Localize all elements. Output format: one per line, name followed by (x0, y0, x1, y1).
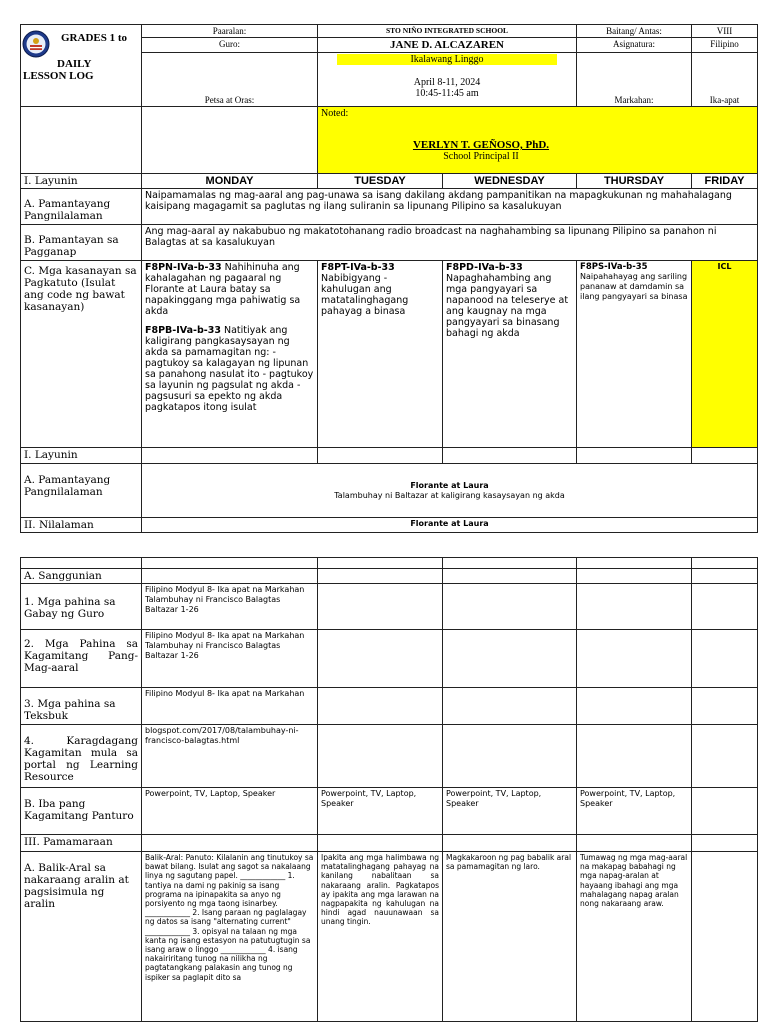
day-tuesday: TUESDAY (318, 174, 443, 189)
karagdagang-text: blogspot.com/2017/08/talambuhay-ni-francisco-balagtas.html (142, 725, 318, 788)
grades-title-cell (21, 25, 142, 107)
title-line2: DAILY (57, 58, 92, 70)
balik-label: A. Balik-Aral sa nakaraang aralin at pagsisimula ng aralin (21, 852, 142, 1022)
baitang-value: VIII (692, 25, 758, 38)
blank-cell (577, 558, 692, 569)
gabay-text: Filipino Modyul 8- Ika apat na Markahan Talambuhay ni Francisco Balagtas Baltazar 1-26 (142, 584, 318, 630)
blank-cell (577, 448, 692, 464)
blank-cell (443, 835, 577, 852)
date-text: April 8-11, 2024 (413, 77, 481, 88)
kagamitang-text: Filipino Modyul 8- Ika apat na Markahan Talambuhay ni Francisco Balagtas Baltazar 1-26 (142, 630, 318, 688)
blank-cell (692, 688, 758, 725)
blank-cell (142, 835, 318, 852)
blank-cell (692, 852, 758, 1022)
blank-cell (318, 448, 443, 464)
tue-code: F8PT-IVa-b-33 (321, 262, 395, 273)
monday-competency (142, 261, 318, 448)
wed-code: F8PD-IVa-b-33 (446, 262, 523, 273)
thu-code: F8PS-IVa-b-35 (580, 262, 648, 272)
blank-cell (577, 630, 692, 688)
day-monday: MONDAY (142, 174, 318, 189)
blank-cell (21, 558, 142, 569)
noted-label: Noted: (321, 108, 349, 119)
friday-competency: ICL (692, 261, 758, 448)
blank-cell (443, 584, 577, 630)
wed-text: Napaghahambing ang mga pangyayari sa napanood na teleserye at ang kaugnay na mga pangyayari sa binasang bahagi ng akda (446, 273, 569, 339)
teksbuk-label: 3. Mga pahina sa Teksbuk (21, 688, 142, 725)
blank-cell (142, 558, 318, 569)
pamantayang-label: A. Pamantayang Pangnilalaman (21, 189, 142, 225)
blank-cell (318, 558, 443, 569)
balik-thursday: Tumawag ng mga mag-aaral na makapag babahagi ng mga napag-aralan at hayaang ibahagi ang mga mahalagang napag aralan nong nakaraang araw. (577, 852, 692, 1022)
sanggunian-label: A. Sanggunian (21, 569, 142, 584)
blank-cell (692, 558, 758, 569)
pamamaraan-label: III. Pamamaraan (21, 835, 142, 852)
layunin-label-2: I. Layunin (21, 448, 142, 464)
mon-code2: F8PB-IVa-b-33 (145, 325, 221, 336)
asignatura-value: Filipino (692, 38, 758, 53)
teacher-name: JANE D. ALCAZAREN (318, 38, 577, 53)
topic-subtitle: Talambuhay ni Baltazar at kaligirang kasaysayan ng akda (334, 490, 565, 500)
pamantayang-label-2: A. Pamantayang Pangnilalaman (21, 464, 142, 518)
pamantayang-text: Naipamamalas ng mag-aaral ang pag-unawa sa isang dakilang akdang pampanitikan na mapagkukunan ng mahahalagang kaisipang magagamit sa paglutas ng ilang suliranin sa lipunang Pilipino sa kasalukuyan (142, 189, 758, 225)
asignatura-label: Asignatura: (577, 38, 692, 53)
blank-cell (318, 835, 443, 852)
title-line1: GRADES 1 to (61, 32, 128, 44)
paaralan-label: Paaralan: (142, 25, 318, 38)
blank-cell (21, 107, 142, 174)
mon-text2: Natitiyak ang kaligirang pangkasaysayan ng akda sa pamamagitan ng: - pagtukoy sa kalagayan ng lipunan sa panahong nasulat ito - pagtukoy sa layunin ng pagsulat ng akda - pagsusuri sa epekto ng akda pagkatapos itong isulat (145, 325, 314, 413)
iba-thursday: Powerpoint, TV, Laptop, Speaker (577, 788, 692, 835)
thursday-competency (577, 261, 692, 448)
blank-cell (577, 688, 692, 725)
thu-text: Naipahahayag ang sariling pananaw at damdamin sa ilang pangyayari sa binasa (580, 272, 688, 301)
balik-monday: Balik-Aral: Panuto: Kilalanin ang tinutukoy sa bawat bilang. Isulat ang sagot sa nakalaang linya ng sagutang papel. ____________ 1. tantiya na dami ng pakinig sa isang programa na ipinapakita sa anyo ng porsiyento ng mga taong isinarbey. ____________ 2. Isang paraan ng paglalagay ng datos sa isang "alternating current" ____________ 3. opisyal na talaan ng mga kanta ng isang estasyon na patutugtugin sa isang araw o linggo ____________ 4. isang nakairiritang tunog na nilikha ng pagtatangkang palakasin ang tunog ng ispiker sa paglapit dito sa (142, 852, 318, 1022)
layunin-label: I. Layunin (21, 174, 142, 189)
blank-cell (443, 448, 577, 464)
blank-cell (692, 584, 758, 630)
title-line3: LESSON LOG (23, 70, 94, 82)
iba-label: B. Iba pang Kagamitang Panturo (21, 788, 142, 835)
blank-cell (318, 584, 443, 630)
teksbuk-text: Filipino Modyul 8- Ika apat na Markahan (142, 688, 318, 725)
blank-cell (318, 725, 443, 788)
iba-tuesday: Powerpoint, TV, Laptop, Speaker (318, 788, 443, 835)
lesson-log-table-top (20, 24, 758, 533)
blank-cell (443, 569, 577, 584)
blank-cell (318, 688, 443, 725)
gabay-label: 1. Mga pahina sa Gabay ng Guro (21, 584, 142, 630)
blank-cell (443, 725, 577, 788)
pagganap-label: B. Pamantayan sa Pagganap (21, 225, 142, 261)
markahan-value: Ika-apat (692, 53, 758, 107)
blank-cell (142, 569, 318, 584)
topic-cell (142, 464, 758, 518)
blank-cell (692, 569, 758, 584)
blank-cell (142, 448, 318, 464)
time-text: 10:45-11:45 am (415, 88, 479, 99)
iba-wednesday: Powerpoint, TV, Laptop, Speaker (443, 788, 577, 835)
tue-text: Nabibigyang - kahulugan ang matatalinghagang pahayag a binasa (321, 273, 409, 317)
blank-cell (577, 835, 692, 852)
mon-code1: F8PN-IVa-b-33 (145, 262, 222, 273)
blank-cell (318, 630, 443, 688)
principal-name: VERLYN T. GEÑOSO, PhD. (412, 139, 550, 151)
blank-cell (577, 584, 692, 630)
iba-monday: Powerpoint, TV, Laptop, Speaker (142, 788, 318, 835)
day-friday: FRIDAY (692, 174, 758, 189)
principal-block (321, 139, 641, 162)
blank-cell (318, 569, 443, 584)
blank-cell (443, 630, 577, 688)
blank-cell (692, 835, 758, 852)
principal-title: School Principal II (443, 151, 519, 162)
blank-cell (692, 725, 758, 788)
blank-cell (443, 558, 577, 569)
baitang-label: Baitang/ Antas: (577, 25, 692, 38)
day-thursday: THURSDAY (577, 174, 692, 189)
noted-cell (318, 107, 758, 174)
tuesday-competency (318, 261, 443, 448)
blank-cell (692, 630, 758, 688)
date-cell (318, 53, 577, 107)
blank-cell (577, 725, 692, 788)
blank-cell (692, 788, 758, 835)
petsa-label: Petsa at Oras: (142, 53, 318, 107)
pagganap-text: Ang mag-aaral ay nakabubuo ng makatotohanang radio broadcast na naghahambing sa lipunang Pilipino sa panahon ni Balagtas at sa kasalukuyan (142, 225, 758, 261)
markahan-label: Markahan: (577, 53, 692, 107)
week-label: Ikalawang Linggo (337, 54, 557, 65)
nilalaman-value: Florante at Laura (142, 518, 758, 533)
blank-cell (692, 448, 758, 464)
karagdagang-label: 4. Karagdagang Kagamitan mula sa portal ng Learning Resource (21, 725, 142, 788)
lesson-log-table-bottom (20, 557, 758, 1022)
kagamitang-label: 2. Mga Pahina sa Kagamitang Pang-Mag-aaral (21, 630, 142, 688)
guro-label: Guro: (142, 38, 318, 53)
blank-cell (577, 569, 692, 584)
school-name: STO NIÑO INTEGRATED SCHOOL (318, 25, 577, 38)
balik-wednesday: Magkakaroon ng pag babalik aral sa pamamagitan ng laro. (443, 852, 577, 1022)
day-wednesday: WEDNESDAY (443, 174, 577, 189)
wednesday-competency (443, 261, 577, 448)
balik-tuesday: Ipakita ang mga halimbawa ng matatalinghagang pahayag na kanilang nabalitaan sa nakaraang aralin. Pagkatapos ay ipakita ang mga larawan na nagpapakita ng kahulugan na hindi agad nauunawaan sa unang tingin. (318, 852, 443, 1022)
kasanayan-label: C. Mga kasanayan sa Pagkatuto (Isulat ang code ng bawat kasanayan) (21, 261, 142, 448)
nilalaman-label: II. Nilalaman (21, 518, 142, 533)
topic-title: Florante at Laura (410, 480, 489, 490)
mon-text1: Nahihinuha ang kahalagahan ng pagaaral ng Florante at Laura batay sa napakinggang mga pahiwatig sa akda (145, 262, 301, 317)
blank-cell (443, 688, 577, 725)
blank-cell (142, 107, 318, 174)
